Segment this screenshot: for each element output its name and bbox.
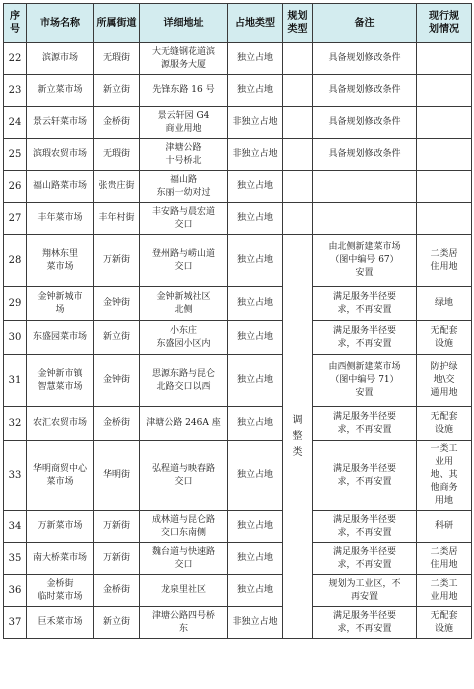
table-row <box>4 575 472 607</box>
cell-market-name: 福山路菜市场 <box>27 171 94 203</box>
cell-address: 金钟新城社区 北侧 <box>140 287 228 321</box>
cell-remark <box>313 203 417 235</box>
cell-land-type: 独立占地 <box>228 321 283 355</box>
market-plan-table <box>3 3 472 639</box>
table-row <box>4 607 472 639</box>
table-row <box>4 543 472 575</box>
cell-address: 弘程道与映春路 交口 <box>140 441 228 511</box>
cell-number: 24 <box>4 107 27 139</box>
table-row <box>4 43 472 75</box>
table-row <box>4 287 472 321</box>
cell-land-type: 独立占地 <box>228 43 283 75</box>
cell-remark: 满足服务半径要 求，不再安置 <box>313 543 417 575</box>
cell-remark <box>313 171 417 203</box>
cell-market-name: 新立菜市场 <box>27 75 94 107</box>
cell-number: 33 <box>4 441 27 511</box>
cell-market-name: 东盛园菜市场 <box>27 321 94 355</box>
cell-remark: 满足服务半径要 求，不再安置 <box>313 287 417 321</box>
cell-current-plan: 无配套 设施 <box>417 321 472 355</box>
cell-address: 津塘公路四号桥 东 <box>140 607 228 639</box>
cell-number: 25 <box>4 139 27 171</box>
cell-current-plan <box>417 107 472 139</box>
header-remark: 备注 <box>313 4 417 43</box>
cell-address: 福山路 东丽一幼对过 <box>140 171 228 203</box>
cell-street: 新立街 <box>94 75 140 107</box>
cell-street: 新立街 <box>94 607 140 639</box>
cell-street: 无瑕街 <box>94 139 140 171</box>
cell-street: 金钟街 <box>94 355 140 407</box>
cell-number: 37 <box>4 607 27 639</box>
header-market-name: 市场名称 <box>27 4 94 43</box>
cell-plan-type <box>283 203 313 235</box>
cell-number: 28 <box>4 235 27 287</box>
table-row <box>4 107 472 139</box>
cell-market-name: 华明商贸中心 菜市场 <box>27 441 94 511</box>
cell-remark: 满足服务半径要 求，不再安置 <box>313 607 417 639</box>
cell-plan-type <box>283 139 313 171</box>
cell-current-plan <box>417 203 472 235</box>
cell-land-type: 独立占地 <box>228 287 283 321</box>
cell-remark: 具备规划修改条件 <box>313 75 417 107</box>
cell-market-name: 金钟新城市 场 <box>27 287 94 321</box>
cell-address: 丰安路与晨宏道 交口 <box>140 203 228 235</box>
cell-address: 先锋东路 16 号 <box>140 75 228 107</box>
cell-address: 成林道与昆仑路 交口东南侧 <box>140 511 228 543</box>
cell-address: 津塘公路 246A 座 <box>140 407 228 441</box>
table-row <box>4 407 472 441</box>
cell-number: 31 <box>4 355 27 407</box>
cell-current-plan: 无配套 设施 <box>417 607 472 639</box>
cell-current-plan: 一类工 业用 地、其 他商务 用地 <box>417 441 472 511</box>
table-row <box>4 203 472 235</box>
cell-number: 22 <box>4 43 27 75</box>
cell-address: 魏台道与快速路 交口 <box>140 543 228 575</box>
cell-market-name: 金钟新市镇 智慧菜市场 <box>27 355 94 407</box>
cell-remark: 满足服务半径要 求，不再安置 <box>313 511 417 543</box>
cell-remark: 满足服务半径要 求，不再安置 <box>313 441 417 511</box>
cell-land-type: 非独立占地 <box>228 107 283 139</box>
cell-current-plan: 绿地 <box>417 287 472 321</box>
cell-market-name: 金桥街 临时菜市场 <box>27 575 94 607</box>
cell-street: 金钟街 <box>94 287 140 321</box>
cell-street: 金桥街 <box>94 407 140 441</box>
cell-address: 景云轩园 G4 商业用地 <box>140 107 228 139</box>
table-row <box>4 139 472 171</box>
header-street: 所属街道 <box>94 4 140 43</box>
cell-number: 27 <box>4 203 27 235</box>
cell-current-plan <box>417 139 472 171</box>
cell-number: 30 <box>4 321 27 355</box>
cell-street: 万新街 <box>94 235 140 287</box>
cell-plan-type <box>283 43 313 75</box>
cell-plan-type <box>283 75 313 107</box>
header-current-plan: 现行规 划情况 <box>417 4 472 43</box>
cell-remark: 由西侧新建菜市场 （图中编号 71） 安置 <box>313 355 417 407</box>
header-number: 序 号 <box>4 4 27 43</box>
cell-street: 金桥街 <box>94 575 140 607</box>
cell-address: 津塘公路 十号桥北 <box>140 139 228 171</box>
cell-remark: 满足服务半径要 求，不再安置 <box>313 321 417 355</box>
cell-market-name: 南大桥菜市场 <box>27 543 94 575</box>
cell-market-name: 翔林东里 菜市场 <box>27 235 94 287</box>
cell-number: 23 <box>4 75 27 107</box>
cell-address: 登州路与崂山道 交口 <box>140 235 228 287</box>
cell-current-plan: 二类工 业用地 <box>417 575 472 607</box>
header-plan-type: 规划 类型 <box>283 4 313 43</box>
cell-land-type: 独立占地 <box>228 171 283 203</box>
market-plan-table-container <box>3 3 471 639</box>
cell-current-plan: 无配套 设施 <box>417 407 472 441</box>
cell-address: 小东庄 东盛园小区内 <box>140 321 228 355</box>
table-row <box>4 321 472 355</box>
cell-market-name: 滨瑕农贸市场 <box>27 139 94 171</box>
header-address: 详细地址 <box>140 4 228 43</box>
cell-remark: 满足服务半径要 求，不再安置 <box>313 407 417 441</box>
cell-street: 张贵庄街 <box>94 171 140 203</box>
cell-street: 无瑕街 <box>94 43 140 75</box>
cell-number: 34 <box>4 511 27 543</box>
cell-remark: 具备规划修改条件 <box>313 107 417 139</box>
cell-land-type: 独立占地 <box>228 235 283 287</box>
cell-number: 29 <box>4 287 27 321</box>
cell-remark: 具备规划修改条件 <box>313 43 417 75</box>
cell-land-type: 独立占地 <box>228 575 283 607</box>
table-row <box>4 171 472 203</box>
table-row <box>4 235 472 287</box>
cell-street: 华明街 <box>94 441 140 511</box>
cell-current-plan <box>417 171 472 203</box>
cell-land-type: 独立占地 <box>228 441 283 511</box>
cell-plan-type <box>283 107 313 139</box>
cell-number: 32 <box>4 407 27 441</box>
header-land-type: 占地类型 <box>228 4 283 43</box>
cell-plan-type <box>283 171 313 203</box>
cell-address: 思源东路与昆仑 北路交口以西 <box>140 355 228 407</box>
cell-current-plan: 科研 <box>417 511 472 543</box>
cell-land-type: 非独立占地 <box>228 607 283 639</box>
cell-remark: 具备规划修改条件 <box>313 139 417 171</box>
cell-market-name: 景云轩菜市场 <box>27 107 94 139</box>
cell-number: 26 <box>4 171 27 203</box>
cell-current-plan: 二类居 住用地 <box>417 543 472 575</box>
cell-plan-type-adjust: 调 整 类 <box>283 235 313 639</box>
cell-market-name: 巨禾菜市场 <box>27 607 94 639</box>
cell-land-type: 独立占地 <box>228 407 283 441</box>
cell-address: 大无缝钢花道滨 源服务大厦 <box>140 43 228 75</box>
table-row <box>4 355 472 407</box>
table-body <box>4 43 472 639</box>
cell-land-type: 非独立占地 <box>228 139 283 171</box>
table-row <box>4 511 472 543</box>
cell-street: 金桥街 <box>94 107 140 139</box>
cell-remark: 由北侧新建菜市场 （图中编号 67） 安置 <box>313 235 417 287</box>
cell-land-type: 独立占地 <box>228 543 283 575</box>
cell-current-plan: 防护绿 地\交 通用地 <box>417 355 472 407</box>
cell-current-plan: 二类居 住用地 <box>417 235 472 287</box>
cell-market-name: 丰年菜市场 <box>27 203 94 235</box>
cell-market-name: 滨源市场 <box>27 43 94 75</box>
header-row <box>4 4 472 43</box>
cell-market-name: 万新菜市场 <box>27 511 94 543</box>
table-row <box>4 75 472 107</box>
cell-number: 35 <box>4 543 27 575</box>
cell-market-name: 农汇农贸市场 <box>27 407 94 441</box>
cell-street: 新立街 <box>94 321 140 355</box>
cell-current-plan <box>417 75 472 107</box>
cell-current-plan <box>417 43 472 75</box>
table-row <box>4 441 472 511</box>
cell-street: 丰年村街 <box>94 203 140 235</box>
cell-number: 36 <box>4 575 27 607</box>
cell-land-type: 独立占地 <box>228 355 283 407</box>
cell-street: 万新街 <box>94 543 140 575</box>
cell-address: 龙泉里社区 <box>140 575 228 607</box>
cell-remark: 规划为工业区，不 再安置 <box>313 575 417 607</box>
cell-land-type: 独立占地 <box>228 511 283 543</box>
cell-land-type: 独立占地 <box>228 203 283 235</box>
cell-land-type: 独立占地 <box>228 75 283 107</box>
cell-street: 万新街 <box>94 511 140 543</box>
